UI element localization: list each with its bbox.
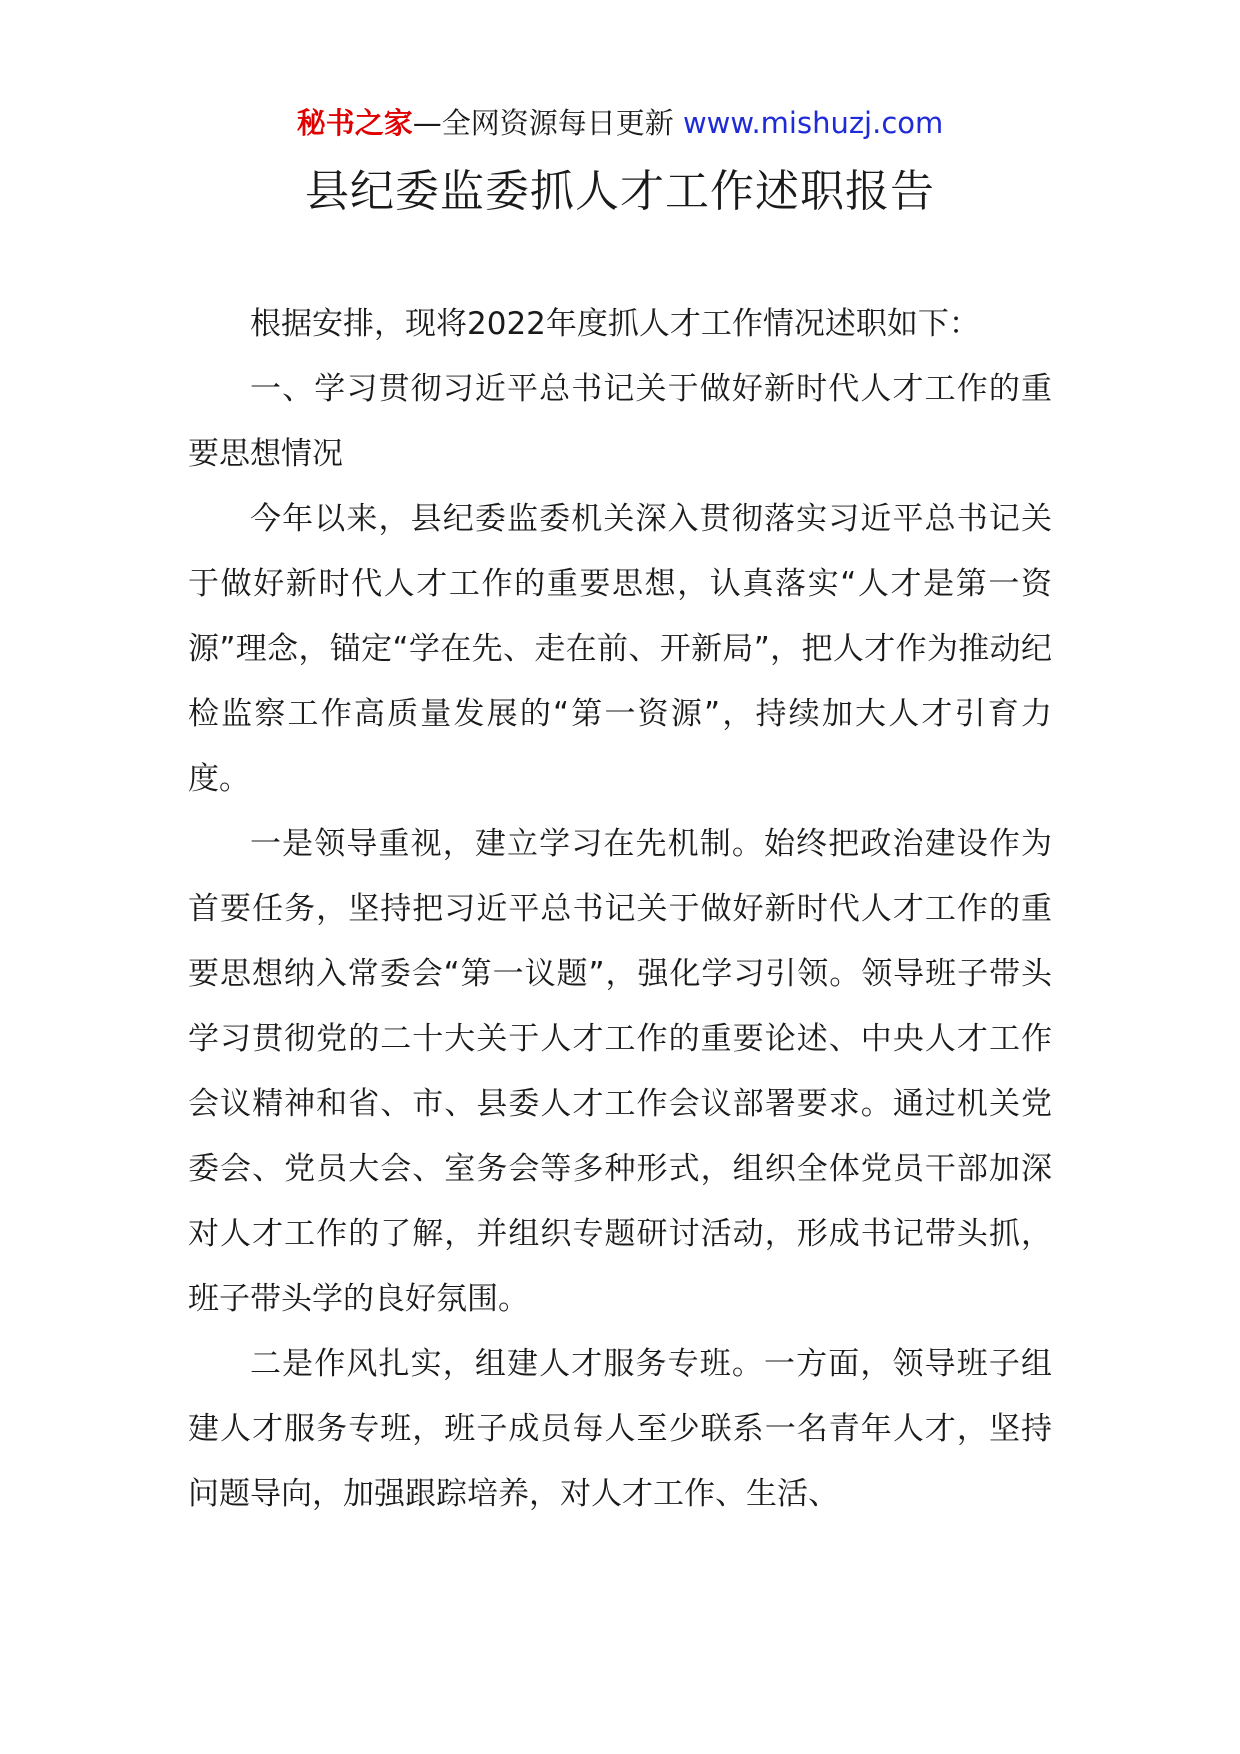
section-heading: 一、学习贯彻习近平总书记关于做好新时代人才工作的重要思想情况 — [188, 371, 1052, 472]
document-title: 县纪委监委抓人才工作述职报告 — [305, 166, 935, 217]
brand-name: 秘书之家 — [296, 106, 413, 140]
paragraph: 二是作风扎实，组建人才服务专班。一方面，领导班子组建人才服务专班，班子成员每人至少联系一名青年人才，坚持问题导向，加强跟踪培养，对人才工作、生活、 — [188, 1346, 1052, 1512]
site-header — [0, 103, 1240, 143]
document-body — [188, 292, 1052, 1527]
paragraph-intro: 根据安排，现将2022年度抓人才工作情况述职如下： — [250, 306, 980, 342]
paragraph: 今年以来，县纪委监委机关深入贯彻落实习近平总书记关于做好新时代人才工作的重要思想，认真落实“人才是第一资源”理念，锚定“学在先、走在前、开新局”，把人才作为推动纪检监察工作高质量发展的“第一资源”，持续加大人才引育力度。 — [188, 501, 1052, 797]
header-slogan: —全网资源每日更新 — [412, 106, 683, 140]
paragraph: 一是领导重视，建立学习在先机制。始终把政治建设作为首要任务，坚持把习近平总书记关于做好新时代人才工作的重要思想纳入常委会“第一议题”，强化学习引领。领导班子带头学习贯彻党的二十大关于人才工作的重要论述、中央人才工作会议精神和省、市、县委人才工作会议部署要求。通过机关党委会、党员大会、室务会等多种形式，组织全体党员干部加深对人才工作的了解，并组织专题研讨活动，形成书记带头抓，班子带头学的良好氛围。 — [188, 826, 1052, 1317]
site-url[interactable]: www.mishuzj.com — [682, 106, 944, 140]
